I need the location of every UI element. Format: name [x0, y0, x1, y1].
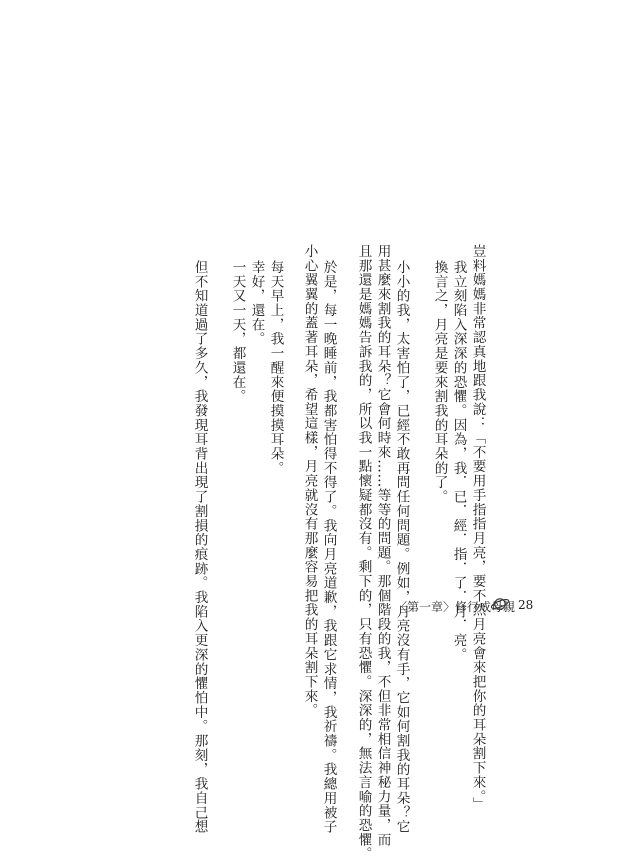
- text-column: 但不知道過了多久，我發現耳背出現了割損的痕跡。我陷入更深的懼怕中。那刻，我自己想: [191, 260, 208, 834]
- text-column: 豈料媽媽非常認真地跟我說：「不要用手指指月亮，要不然月亮會來把你的耳朵割下來。」: [469, 244, 486, 812]
- planet-icon: [490, 595, 510, 613]
- text-column: 小心翼翼的蓋著耳朵，希望這樣，月亮就沒有那麼容易把我的耳朵割下來。: [301, 244, 318, 718]
- text-column: 一天又一天，都還在。: [229, 260, 246, 404]
- text-column: 幸好，還在。: [248, 260, 265, 347]
- page-number: 28: [518, 598, 534, 612]
- text-column: 於是，每一晚睡前，我都害怕得不得了。我向月亮道歉，我跟它求情，我祈禱。我總用被子: [320, 260, 337, 834]
- text-column: 且那還是媽媽告訴我的，所以我一點懷疑都沒有。剩下的，只有恐懼。深深的，無法言喻的恐懼。: [355, 244, 372, 861]
- text-column: 用甚麼來割我的耳朵？它會何時來……等等的問題。那個階段的我，不但非常相信神秘力量，而: [374, 244, 391, 847]
- chapter-title: 〈第一章〉修行成母親: [395, 600, 516, 614]
- text-column: 我立刻陷入深深的恐懼。因為，我．已．經．指．了．月．亮。: [450, 260, 467, 662]
- text-column: 換言之，月亮是要來割我的耳朵的了。: [431, 260, 448, 504]
- text-column: 每天早上，我一醒來便摸摸耳朵。: [267, 260, 284, 476]
- text-column: 小小的我，太害怕了，已經不敢再問任何問題。例如，月亮沒有手，它如何割我的耳朵？它: [393, 260, 410, 834]
